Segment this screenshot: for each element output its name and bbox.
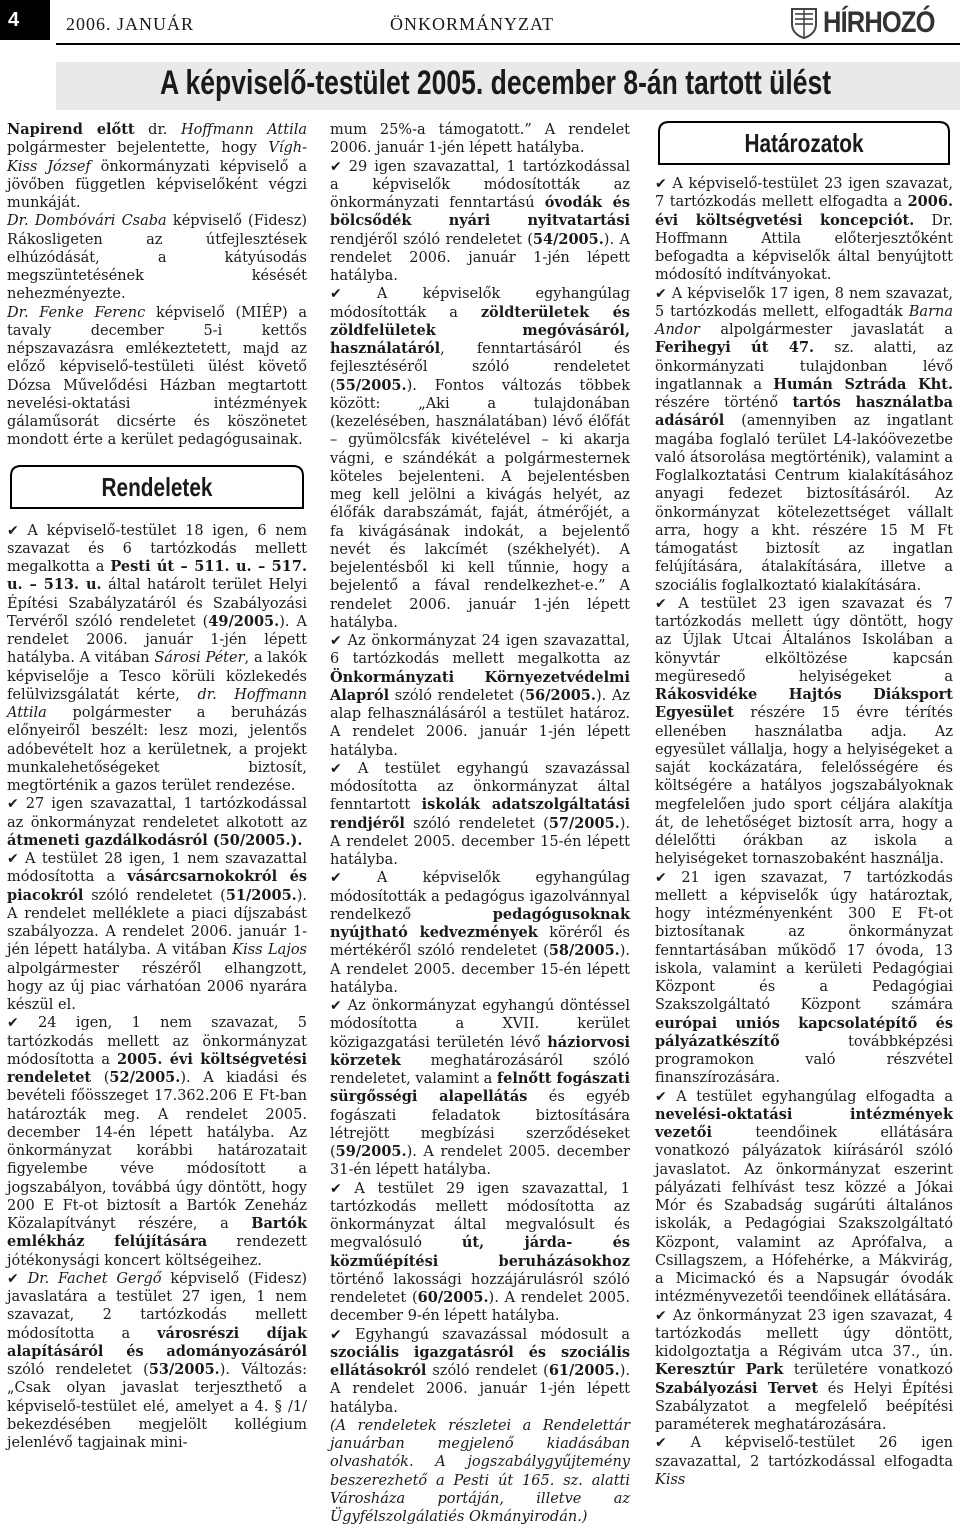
paragraph: ✔ Egyhangú szavazással módosult a szociális igazgatásról és szociális ellátásokról szóló rendelet (61/2005.). A rendelet 2006. január 1-jén lépett hatályba.: [330, 1326, 630, 1416]
checkmark-icon: ✔: [330, 633, 342, 649]
checkmark-icon: ✔: [330, 1180, 342, 1197]
checkmark-icon: ✔: [655, 595, 667, 612]
paragraph: ✔ A testület 29 igen szavazattal, 1 tartózkodás mellett módosította az önkormányzat által megvalósult és megvalósuló út, járda- és közműépítési beruházásokhoz történő lakossági hozzájárulásról szóló rendeletet (60/2005.). A rendelet 2005. december 9-én lépett hatályba.: [330, 1180, 630, 1325]
checkmark-icon: ✔: [7, 851, 19, 867]
paragraph: ✔ A képviselők 17 igen, 8 nem szavazat, 5 tartózkodás mellett, elfogadták Barna Andor alpolgármester javaslatát a Ferihegyi út 47. sz. alatti, az önkormányzati tulajdonban lévő ingatlannak a Humán Sztráda Kht. részére történő tartós használatba adásáról (amennyiben az ingatlant magába foglaló terület L4-lakóövezetbe való átsorolása megtörténik), valamint a Foglalkoztatási Centrum kialakításához anyagi fedezet biztosításáról. Az önkormányzat kötelezettséget vállalt arra, hogy a kht. részére 15 M Ft támogatást biztosít az ingatlan felújítására, átalakítására, illetve a szociális foglalkoztató kialakítására.: [655, 285, 953, 594]
newspaper-logo: [789, 6, 954, 40]
paragraph: ✔ A képviselő-testület 23 igen szavazat, 7 tartózkodás mellett elfogadta a 2006. évi költségvetési koncepciót. Dr. Hoffmann Attila előterjesztőként befogadta a képviselők által benyújtott módosító indítványokat.: [655, 176, 953, 284]
section-name: ÖNKORMÁNYZAT: [390, 14, 554, 34]
checkmark-icon: ✔: [7, 796, 19, 813]
hatarozatok-heading: Határozatok: [744, 128, 864, 158]
page-number: 4: [0, 0, 50, 40]
rendeletek-continued: [330, 121, 630, 1526]
paragraph: ✔ A képviselők egyhangúlag módosították a zöldterületek és zöldfelületek megóvásáról, használatáról, fenntartásáról és fejlesztéséről szóló rendeletet (55/2005.). Fontos változás többek között: „Aki a tulajdonában (kezelésében, használatában) lévő élőfát – gyümölcsfák kivételével – ki akarja vágni, e szándékát a polgármesternek köteles bejelenteni. A bejelentésben meg kell jelölni a kivágás helyét, az élőfák darabszámát, faját, átmérőjét, a fa kivágásának indokát, a bejelentő nevét és lakcímét (székhelyét). A bejelentésből ki kell tűnnie, hogy a bejelentő a fával rendelkezhet-e.” A rendelet 2006. január 1-jén lépett hatályba.: [330, 286, 630, 631]
paragraph: ✔ 27 igen szavazattal, 1 tartózkodással az önkormányzat rendeletet alkotott az átmeneti gazdálkodásról (50/2005.).: [7, 796, 307, 849]
checkmark-icon: ✔: [655, 176, 667, 192]
checkmark-icon: ✔: [7, 522, 19, 539]
article-title: A képviselő-testület 2005. december 8-án tartott ülést: [160, 64, 832, 102]
paragraph: (A rendeletek részletei a Rendelettár januárban megjelenő kiadásában olvashatók. A jogszabálygyűjtemény beszerezhető a Pesti út 165. sz. alatti Városháza portáján, illetve az Ügyfélszolgálatiés Okmányirodán.): [330, 1417, 630, 1525]
checkmark-icon: ✔: [655, 1435, 667, 1452]
rendeletek-heading: Rendeletek: [101, 471, 213, 502]
checkmark-icon: ✔: [655, 1088, 667, 1105]
paragraph: ✔ A testület egyhangú szavazással módosította az önkormányzat által fenntartott iskolák adatszolgáltatási rendjéről szóló rendeletet (57/2005.). A rendelet 2005. december 15-én lépett hatályba.: [330, 760, 630, 868]
hatarozatok-paragraphs: [655, 175, 953, 1489]
paragraph: ✔ Dr. Fachet Gergő képviselő (Fidesz) javaslatára a testület 27 igen, 1 nem szavazat, 2 tartózkodás mellett módosította a városrészi díjak alapításáról és adományozásáról szóló rendeletet (53/2005.). Változás: „Csak olyan javaslat terjeszthető a képviselő-testület elé, amelyet a 4. § /1/ bekezdésében megjelölt kollégium jelenlévő tagjainak mini-: [7, 1270, 308, 1451]
checkmark-icon: ✔: [330, 998, 342, 1014]
column-2: [330, 121, 630, 1526]
coat-of-arms-icon: [789, 6, 819, 40]
paragraph: ✔ Az önkormányzat egyhangú döntéssel módosította a XVII. kerület közigazgatási területén lévő háziorvosi körzetek meghatározásáról szóló rendeletet, valamint a felnőtt fogászati sürgősségi alapellátás és egyéb fogászati feladatok biztosítására létrejött megbízási szerződéseket (59/2005.). A rendelet 2005. december 31-én lépett hatályba.: [330, 998, 630, 1179]
checkmark-icon: ✔: [7, 1015, 19, 1032]
rendeletek-heading-box: [7, 462, 307, 512]
hatarozatok-heading-box: [655, 118, 953, 168]
checkmark-icon: ✔: [330, 1326, 342, 1343]
checkmark-icon: ✔: [330, 158, 342, 175]
checkmark-icon: ✔: [655, 1307, 667, 1324]
intro-paragraphs: [7, 121, 307, 450]
logo-text: HÍRHOZÓ: [822, 6, 935, 39]
paragraph: ✔ A képviselő-testület 26 igen szavazattal, 2 tartózkodással elfogadta Kiss: [655, 1435, 953, 1488]
checkmark-icon: ✔: [330, 870, 342, 887]
paragraph: Dr. Fenke Ferenc képviselő (MIÉP) a tavaly december 5-i kettős népszavazásra emlékeztetett, majd az előző képviselő-testületi ülést követő Dózsa Művelődési Házban megtartott nevelési-oktatási intézmények gálaműsorát dicsérte és köszönetet mondott érte a kerület pedagógusainak.: [7, 304, 308, 449]
issue-date: 2006. JANUÁR: [66, 14, 195, 34]
checkmark-icon: ✔: [7, 1270, 19, 1287]
paragraph: ✔ A testület egyhangúlag elfogadta a nevelési-oktatási intézmények vezetői teendőinek ellátására vonatkozó pályázatok kiírásáról szóló javaslatot. Az önkormányzat eszerint pályázati felhívást tesz közzé a Jókai Mór és Szabadság sugárúti általános iskolák, a Pedagógiai Szakszolgáltató Központ, valamint az Aprófalva, a Csillagszem, a Hófehérke, a Mákvirág, a Micimackó és a Napsugár óvodák intézményvezetői teendőinek ellátására.: [655, 1088, 953, 1306]
checkmark-icon: ✔: [330, 760, 342, 777]
column-3: [655, 175, 953, 1489]
paragraph: Napirend előtt dr. Hoffmann Attila polgármester bejelentette, hogy Vígh-Kiss József önkormányzati képviselő a jövőben független képviselőként végzi munkáját.: [7, 121, 307, 211]
checkmark-icon: ✔: [655, 869, 667, 886]
paragraph: ✔ A képviselő-testület 18 igen, 6 nem szavazat és 6 tartózkodás mellett megalkotta a Pesti út – 511. u. – 517. u. – 513. u. által határolt terület Helyi Építési Szabályzatáról és Szabályozási Tervéről szóló rendeletet (49/2005.). A rendelet 2006. január 1-jén lépett hatályba. A vitában Sárosi Péter, a lakók képviselője a Tesco körüli közlekedés felülvizsgálatát kérte, dr. Hoffmann Attila polgármester a beruházás előnyeiről beszélt: lesz mozi, jelentős adóbevételt hoz a kerületnek, a projekt munkalehetőségeket biztosít, megtörténik a gazos terület rendezése.: [7, 522, 308, 794]
paragraph: ✔ 24 igen, 1 nem szavazat, 5 tartózkodás mellett az önkormányzat módosította a 2005. évi költségvetési rendeletet (52/2005.). A kiadási és bevételi főösszeget 17.362.206 E Ft-ban határozták meg. A rendelet 2005. december 14-én lépett hatályba. Az önkormányzat korábbi határozatait figyelembe véve módosított a jogszabályon, továbbá úgy döntött, hogy 200 E Ft-ot biztosít a Bartók Zeneház Közalapítványt részére, a Bartók emlékház felújítására rendezett jótékonysági koncert költségeihez.: [7, 1015, 307, 1269]
header-rule: [56, 43, 960, 45]
rendeletek-paragraphs: [7, 522, 307, 1453]
paragraph: ✔ 21 igen szavazat, 7 tartózkodás mellett a képviselők úgy határoztak, hogy intézményenként 300 E Ft-ot biztosítanak az önkormányzat fenntartásában működő 17 óvoda, 13 iskola, valamint a kerületi Pedagógiai Központ és a Pedagógiai Szakszolgáltató Központ számára európai uniós kapcsolatépítő és pályázatkészítő továbbképzési programokon való részvétel finanszírozására.: [655, 869, 953, 1087]
paragraph: mum 25%-a támogatott.” A rendelet 2006. január 1-jén lépett hatályba.: [330, 122, 630, 157]
paragraph: Dr. Dombóvári Csaba képviselő (Fidesz) Rákosligeten az útfejlesztések elhúzódását, a kátyúsodás megszüntetésének késését nehezményezte.: [7, 213, 307, 303]
column-1: [7, 121, 307, 1452]
paragraph: ✔ A testület 23 igen szavazat és 7 tartózkodás mellett úgy döntött, hogy az Újlak Utcai Általános Iskolában a könyvtár elköltözése kapcsán megüresedő helyiségeket a Rákosvidéke Hajtós Diáksport Egyesület részére 15 évre térítés ellenében használatba adja. Az egyesület vállalja, hogy a helyiségeket a saját kockázatára, felelősségére és költségére a hatályos jogszabályoknak megfelelően judo sport céljára alakítja át, de lehetőséget biztosít arra, hogy a délelőtti órákban az iskola a helyiségeket tornaszobaként használja.: [655, 595, 953, 868]
paragraph: ✔ 29 igen szavazattal, 1 tartózkodással a képviselők módosították az önkormányzati fenntartású óvodák és bölcsődék nyári nyitvatartási rendjéről szóló rendeletet (54/2005.). A rendelet 2006. január 1-jén lépett hatályba.: [330, 158, 630, 284]
checkmark-icon: ✔: [330, 286, 342, 303]
paragraph: ✔ A képviselők egyhangúlag módosították a pedagógus igazolvánnyal rendelkező pedagógusoknak nyújtható kedvezmények köréről és mértékéről szóló rendeletet (58/2005.). A rendelet 2005. december 15-én lépett hatályba.: [330, 870, 630, 996]
paragraph: ✔ A testület 28 igen, 1 nem szavazattal módosította a vásárcsarnokokról és piacokról szóló rendeletet (51/2005.). A rendelet melléklete a piaci díjszabást szabályozza. A rendelet 2006. január 1-jén lépett hatályba. A vitában Kiss Lajos alpolgármester részéről elhangzott, hogy az új piac várhatóan 2006 nyarára készül el.: [7, 851, 308, 1013]
checkmark-icon: ✔: [655, 285, 667, 302]
paragraph: ✔ Az önkormányzat 23 igen szavazat, 4 tartózkodás mellett úgy döntött, kidolgoztatja a Régivám utca 37., ún. Keresztúr Park területére vonatkozó Szabályozási Tervet és Helyi Építési Szabályzatot a megfelelő beépítési paraméterek meghatározására.: [655, 1307, 953, 1433]
paragraph: ✔ Az önkormányzat 24 igen szavazattal, 6 tartózkodás mellett megalkotta az Önkormányzati Környezetvédelmi Alapról szóló rendeletet (56/2005.). Az alap felhasználásáról a testület határoz. A rendelet 2006. január 1-jén lépett hatályba.: [330, 633, 630, 759]
